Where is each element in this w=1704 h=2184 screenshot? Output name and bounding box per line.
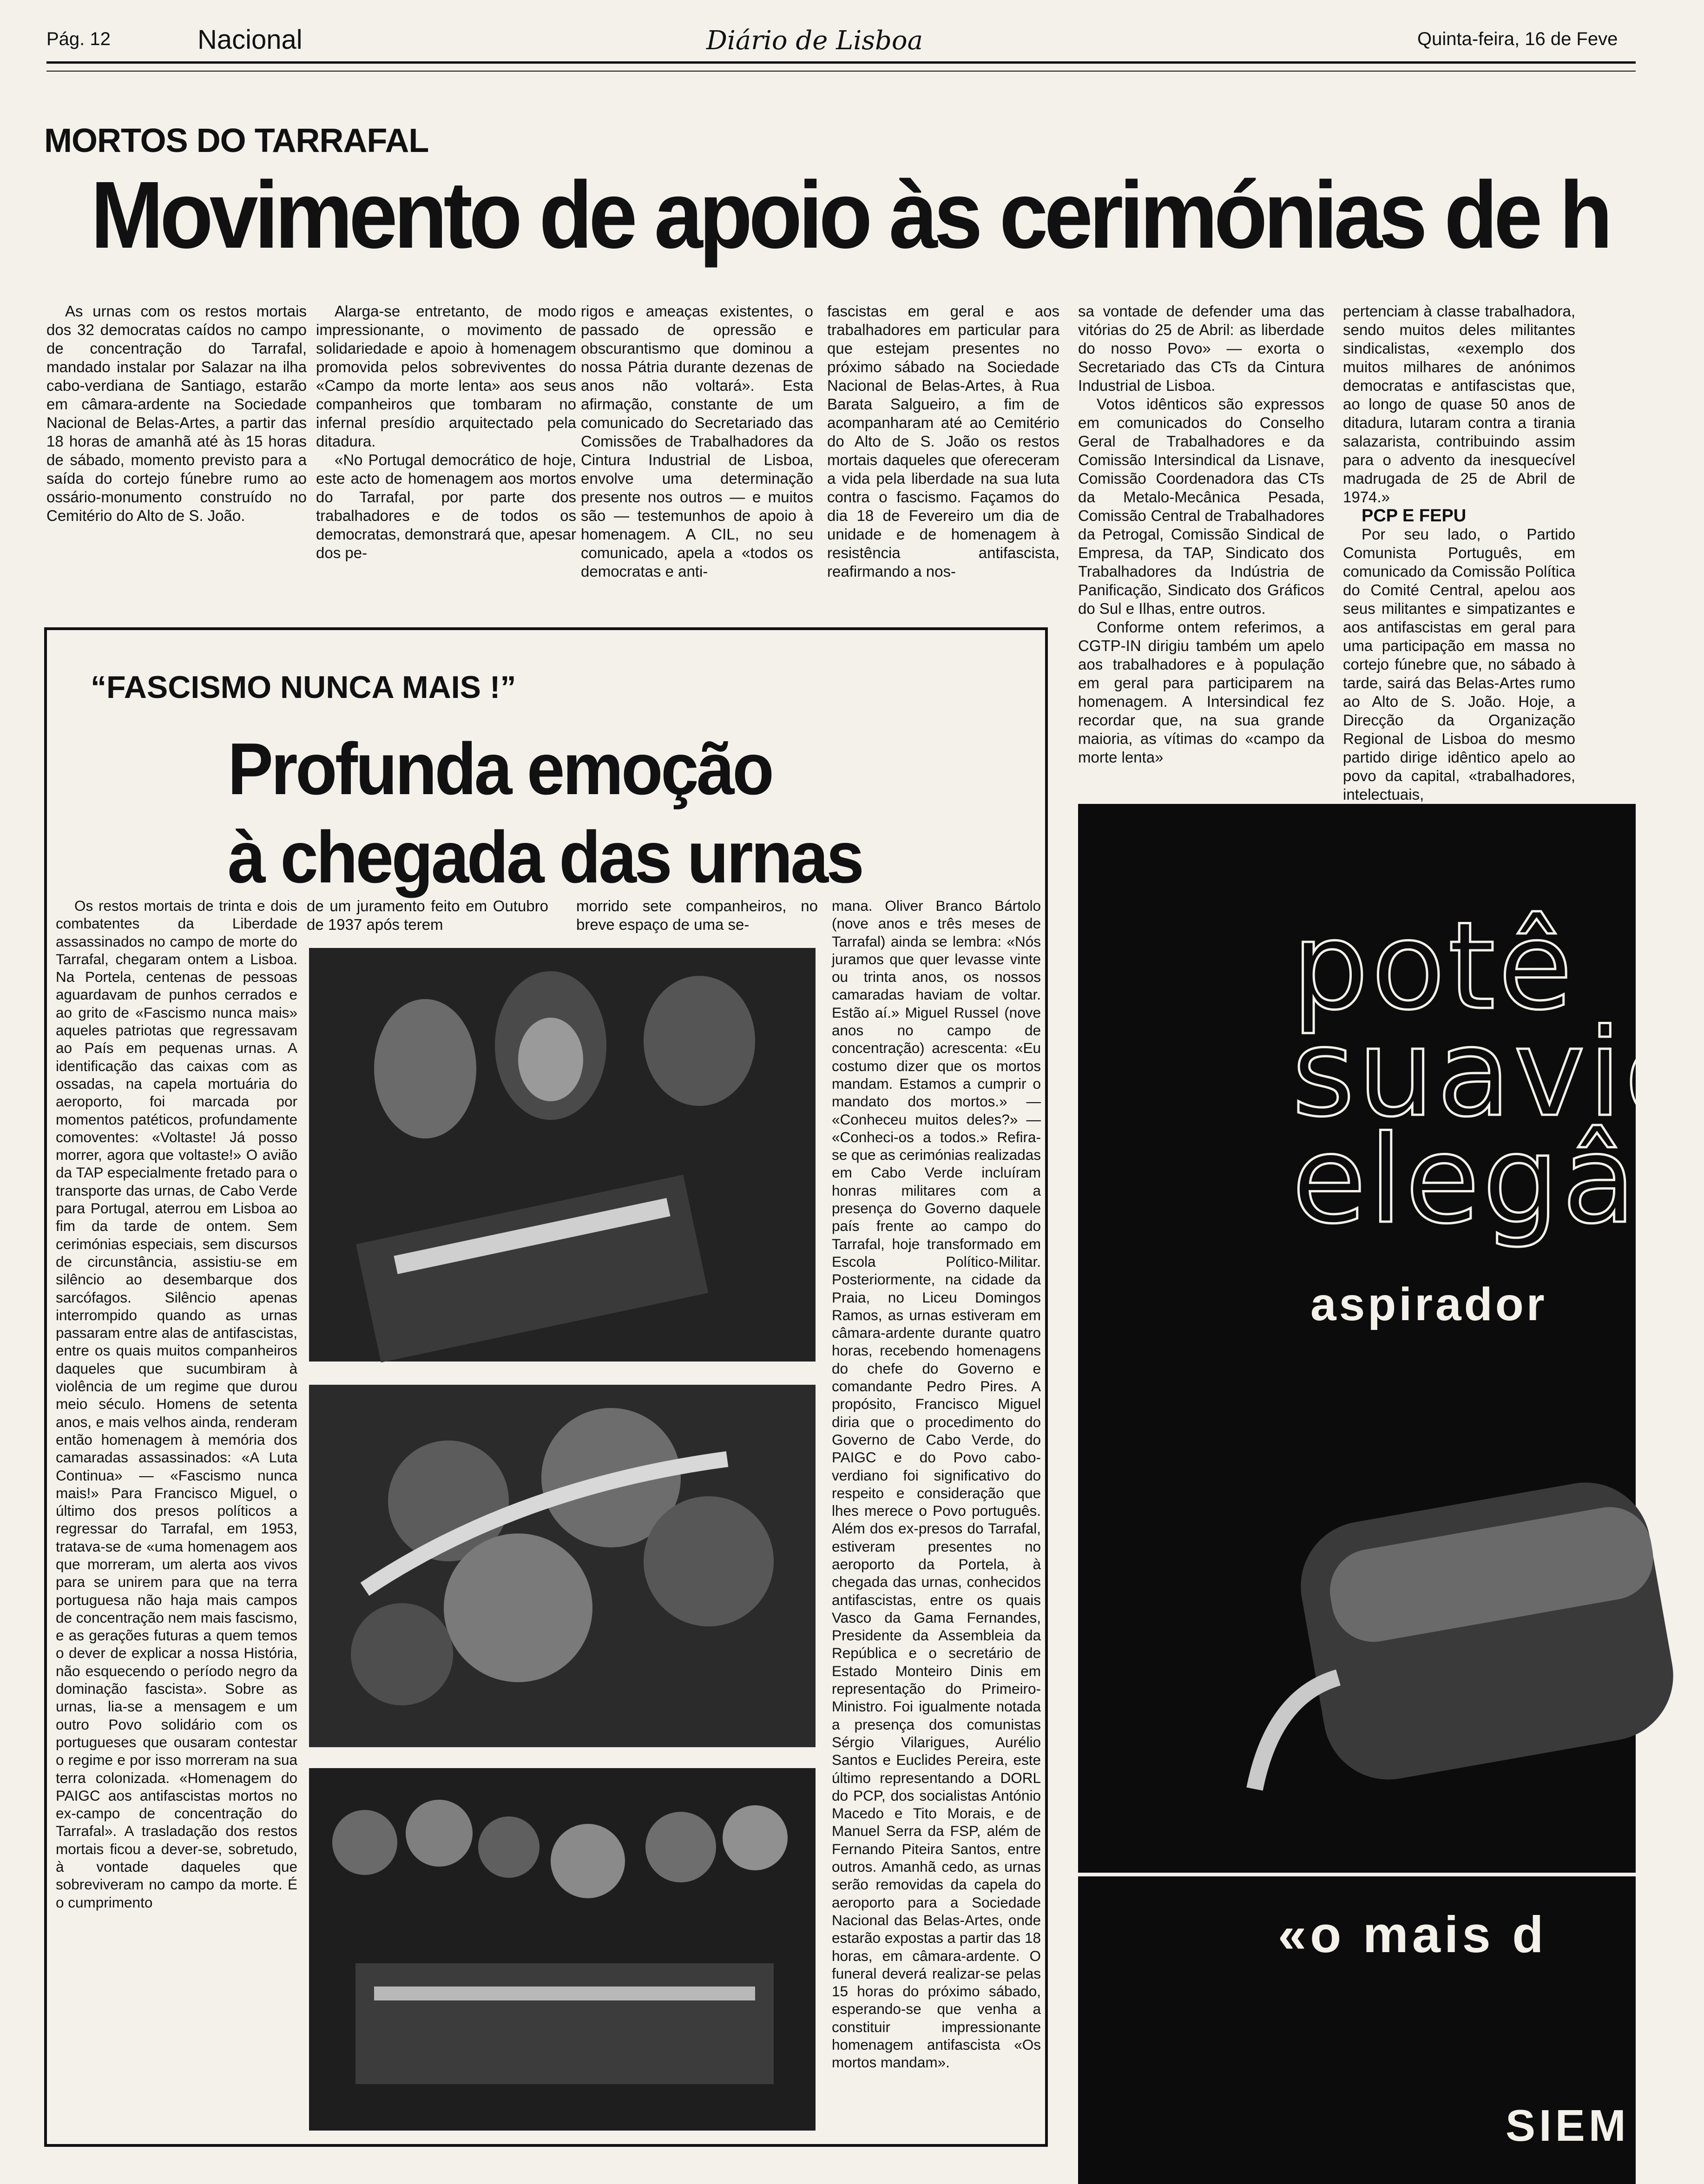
article-paragraph: rigos e ameaças existentes, o passado de opressão e obscurantismo que dominou a nossa Pátria durante dezenas de anos não voltará». Esta afirmação, constante de um comunicado do Secretariado das Comissões de Trabalhadores da Cintura Industrial de Lisboa, envolve uma determinação presente nos outros — e muitos são — testemunhos de apoio à homenagem. A CIL, no seu comunicado, apela a «todos os democratas e anti- xyxy=(581,303,813,580)
article-column-6 xyxy=(1343,302,1575,804)
photo-wreaths-image xyxy=(309,1385,816,1747)
article-column-2 xyxy=(316,302,576,562)
box-kicker: “FASCISMO NUNCA MAIS !” xyxy=(91,670,516,705)
article-paragraph: sa vontade de defender uma das vitórias do 25 de Abril: as liberdade do nosso Povo» — exorta o Secretariado das CTs da Cintura Industrial de Lisboa. xyxy=(1078,303,1324,394)
box-headline-line: à chegada das urnas xyxy=(228,816,862,898)
article-column-1 xyxy=(46,302,307,525)
article-column-5 xyxy=(1078,302,1324,767)
photo-crowd-image xyxy=(309,1768,816,2131)
photo-crowd xyxy=(309,1768,816,2131)
section-name: Nacional xyxy=(197,25,303,55)
article-headline: Movimento de apoio às cerimónias de h xyxy=(91,162,1609,268)
box-headline-line: Profunda emoção xyxy=(228,728,772,810)
ad-slogan: «o mais d xyxy=(1278,1906,1547,1963)
photo-mourners-image xyxy=(309,948,816,1362)
article-paragraph: Por seu lado, o Partido Comunista Português, em comunicado da Comissão Política do Comité Central, apelou aos seus militantes e simpatizantes e aos antifascistas em geral para uma participação em massa no cortejo fúnebre que, no sábado à tarde, sairá das Belas-Artes rumo ao Alto de S. João. Hoje, a Direcção da Organização Regional de Lisboa do mesmo partido dirige idêntico apelo ao povo da capital, «trabalhadores, intelectuais, xyxy=(1343,526,1575,803)
photo-mourners xyxy=(309,948,816,1362)
article-paragraph: Conforme ontem referimos, a CGTP-IN dirigiu também um apelo aos trabalhadores e à população em geral para participarem na homenagem. A Intersindical fez recordar que, na sua grande maioria, as vítimas do «campo da morte lenta» xyxy=(1078,618,1324,766)
photo-wreaths xyxy=(309,1385,816,1747)
ad-line: potê xyxy=(1292,896,1576,1037)
advertisement xyxy=(1078,804,1704,2184)
article-column-7-cut xyxy=(1589,302,1636,809)
vacuum-cleaner-image xyxy=(1217,1389,1636,1808)
ad-product: aspirador xyxy=(1310,1278,1547,1330)
article-paragraph: Alarga-se entretanto, de modo impressionante, o movimento de solidariedade e apoio à homenagem promovida pelos sobreviventes do «Campo da morte lenta» aos seus companheiros que tombaram no infernal presídio arquitectado pela ditadura. xyxy=(316,303,576,450)
box-paragraph: morrido sete companheiros, no breve espaço de uma se- xyxy=(576,897,818,933)
box-column-4 xyxy=(832,897,1041,2133)
header-rule xyxy=(46,61,1636,64)
article-subhead: PCP E FEPU xyxy=(1362,506,1467,526)
article-paragraph: As urnas com os restos mortais dos 32 democratas caídos no campo de concentração do Tarrafal, mandado instalar por Salazar na ilha cabo-verdiana de Santiago, estarão em câmara-ardente na Sociedade Nacional de Belas-Artes, a partir das 18 horas de amanhã até às 15 horas de sábado, momento previsto para a saída do cortejo fúnebre rumo ao ossário-monumento construído no Cemitério do Alto de S. João. xyxy=(46,303,307,524)
box-column-3 xyxy=(576,897,818,934)
article-column-4 xyxy=(827,302,1059,581)
ad-divider xyxy=(1078,1873,1636,1876)
article-kicker: MORTOS DO TARRAFAL xyxy=(44,122,429,159)
issue-date: Quinta-feira, 16 de Feve xyxy=(1417,29,1618,49)
page-number: Pág. 12 xyxy=(46,29,111,49)
box-paragraph: Os restos mortais de trinta e dois combatentes da Liberdade assassinados no campo de morte do Tarrafal, chegaram ontem a Lisboa. Na Portela, centenas de pessoas aguardavam de punhos cerrados e ao grito de «Fascismo nunca mais» aqueles patriotas que regressavam ao País em pequenas urnas. A identificação das caixas com as ossadas, na capela mortuária do aeroporto, foi marcada por momentos patéticos, profundamente comoventes: «Voltaste! Já posso morrer, agora que voltaste!» O avião da TAP especialmente fretado para o transporte das urnas, de Cabo Verde para Portugal, aterrou em Lisboa ao fim da tarde de ontem. Sem cerimónias especiais, sem discursos de circunstância, assistiu-se em silêncio ao desembarque dos sarcófagos. Silêncio apenas interrompido quando as urnas passaram entre alas de antifascistas, entre os quais muitos companheiros daqueles que sucumbiram à violência de um regime que durou meio século. Homens de setenta anos, e mais velhos ainda, renderam então homenagem à memória dos camaradas assassinados: «A Luta Continua» — «Fascismo nunca mais!» Para Francisco Miguel, o último dos presos políticos a regressar do Tarrafal, em 1953, tratava-se de «uma homenagem aos que morreram, um alerta aos vivos para se unirem para que na terra portuguesa não haja mais campos de concentração nem mais fascismo, e as gerações futuras a quem temos o dever de explicar a nossa História, não esquecendo o período negro da dominação fascista». Sobre as urnas, lia-se a mensagem e um outro Povo solidário com os portugueses que ousaram contestar o regime e por isso morreram na sua terra colonizada. «Homenagem do PAIGC aos antifascistas mortos no ex-campo de concentração do Tarrafal». A trasladação dos restos mortais ficou a dever-se, sobretudo, à vontade daqueles que sobreviveram no campo da morte. É o cumprimento xyxy=(56,897,298,1911)
article-paragraph: Votos idênticos são expressos em comunicados do Conselho Geral de Trabalhadores e da Comissão Intersindical da Lisnave, Comissão Coordenadora das CTs da Metalo-Mecânica Pesada, Comissão Central de Trabalhadores da Petrogal, Comissão Sindical de Empresa, da TAP, Sindicato dos Trabalhadores da Indústria de Panificação, Sindicato dos Gráficos do Sul e Ilhas, entre outros. xyxy=(1078,395,1324,617)
article-column-3 xyxy=(581,302,813,581)
ad-line: suavid xyxy=(1292,1003,1704,1144)
article-paragraph: «No Portugal democrático de hoje, este acto de homenagem aos mortos do Tarrafal, por parte dos trabalhadores e de todos os democratas, demonstrará que, apesar dos pe- xyxy=(316,451,576,561)
masthead: Diário de Lisboa xyxy=(706,26,923,56)
article-paragraph: pertenciam à classe trabalhadora, sendo muitos deles militantes sindicalistas, «exemplo dos muitos milhares de anónimos democratas e antifascistas que, ao longo de quase 50 anos de ditadura, lutaram contra a tirania salazarista, contribuindo assim para o advento da inesquecível madrugada de 25 de Abril de 1974.» xyxy=(1343,303,1575,506)
ad-brand: SIEM xyxy=(1506,2101,1630,2151)
article-paragraph: fascistas em geral e aos trabalhadores em particular para que estejam presentes no próximo sábado na Sociedade Nacional de Belas-Artes, à Rua Barata Salgueiro, a fim de acompanharam até ao Cemitério do Alto de S. João os restos mortais daqueles que ofereceram a vida pela liberdade na sua luta contra o fascismo. Façamos do dia 18 de Fevereiro um dia de unidade e de homenagem à resistência antifascista, reafirmando a nos- xyxy=(827,303,1059,580)
header-rule-thin xyxy=(46,71,1636,72)
box-paragraph: de um juramento feito em Outubro de 1937 após terem xyxy=(307,897,548,933)
box-headline xyxy=(228,725,862,901)
ad-line: elegâ xyxy=(1292,1110,1639,1250)
box-column-2 xyxy=(307,897,548,934)
box-column-1 xyxy=(56,897,297,2133)
box-paragraph: mana. Oliver Branco Bártolo (nove anos e três meses de Tarrafal) ainda se lembra: «Nós juramos que quer levasse vinte ou trinta anos, os nossos camaradas haviam de voltar. Estão aí.» Miguel Russel (nove anos no campo de concentração) acrescenta: «Eu costumo dizer que os mortos mandam. Estamos a cumprir o mandato dos mortos.» — «Conheceu muitos deles?» — «Conheci-os a todos.» Refira-se que as cerimónias realizadas em Cabo Verde incluíram honras militares com a presença do Governo daquele país frente ao campo do Tarrafal, hoje transformado em Escola Político-Militar. Posteriormente, na cidade da Praia, no Liceu Domingos Ramos, as urnas estiveram em câmara-ardente durante quatro horas, recebendo homenagens do chefe do Governo e comandante Pedro Pires. A propósito, Francisco Miguel diria que o procedimento do Governo de Cabo Verde, do PAIGC e do Povo cabo-verdiano foi significativo do respeito e consideração que lhes merece o Povo português. Além dos ex-presos do Tarrafal, estiveram presentes no aeroporto da Portela, à chegada das urnas, conhecidos antifascistas, entre os quais Vasco da Gama Fernandes, Presidente da Assembleia da República e o secretário de Estado Monteiro Dinis em representação do Primeiro-Ministro. Foi igualmente notada a presença dos comunistas Sérgio Vilarigues, Aurélio Santos e Euclides Pereira, este último representando a DORL do PCP, dos socialistas António Macedo e Tito Morais, e de Manuel Serra da FSP, além de Fernando Piteira Santos, entre outros. Amanhã cedo, as urnas serão removidas da capela do aeroporto para a Sociedade Nacional das Belas-Artes, onde estarão expostas a partir das 18 horas, em câmara-ardente. O funeral deverá realizar-se pelas 15 horas do próximo sábado, esperando-se que venha a constituir impressionante homenagem antifascista «Os mortos mandam». xyxy=(832,897,1041,2071)
